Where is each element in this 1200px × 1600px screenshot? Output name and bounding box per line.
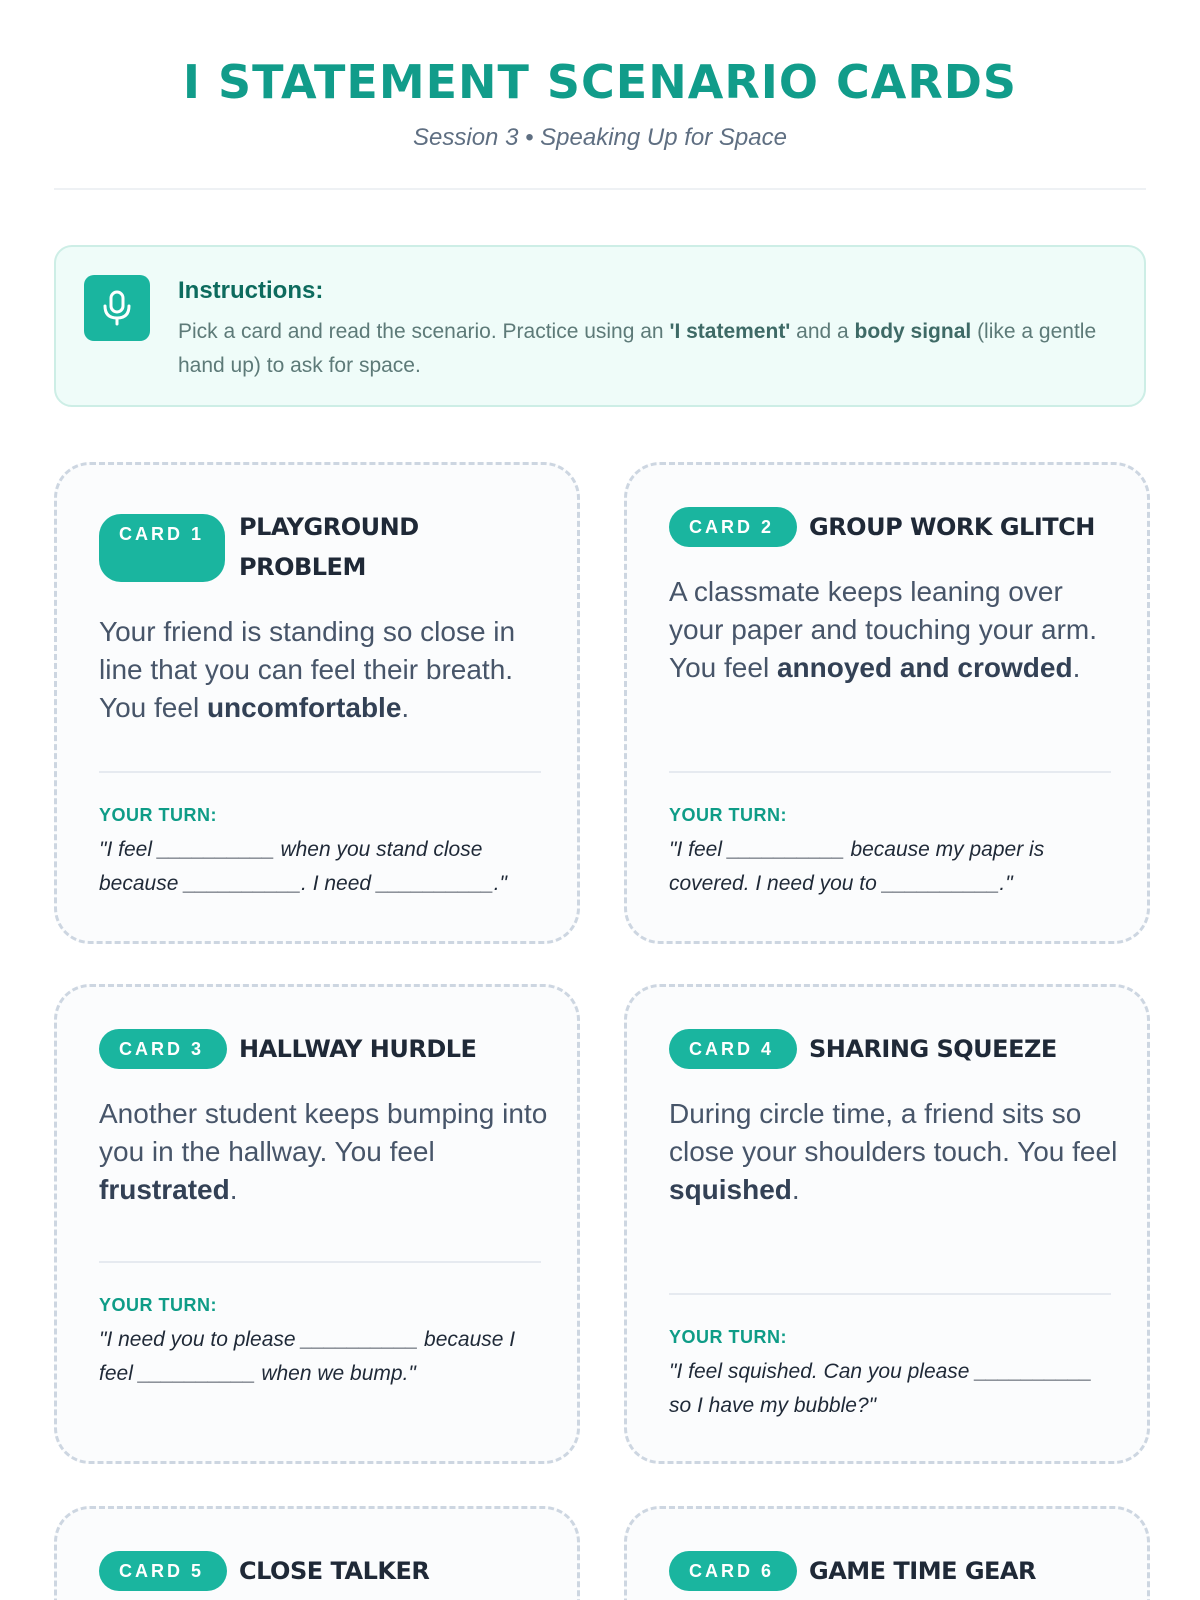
scenario-card: [54, 984, 580, 1464]
card-prompt: "I feel __________ because my paper is covered. I need you to __________.": [669, 838, 1045, 895]
scenario-card: [54, 1506, 580, 1600]
page-title: I STATEMENT SCENARIO CARDS: [182, 55, 1018, 109]
card-prompt: "I feel __________ when you stand close because __________. I need __________.": [99, 838, 507, 895]
card-prompt: "I feel squished. Can you please __________ so I have my bubble?": [669, 1360, 1093, 1417]
your-turn-label: YOUR TURN:: [99, 1295, 217, 1315]
scenario-card: [54, 462, 580, 944]
card-divider: [669, 1293, 1111, 1295]
card-prompt: "I need you to please __________ because I feel __________ when we bump.": [99, 1328, 516, 1385]
instructions-box: [54, 245, 1146, 407]
card-title: GROUP WORK GLITCH: [809, 513, 1095, 541]
card-badge: CARD 2: [669, 507, 797, 547]
your-turn-label: YOUR TURN:: [669, 805, 787, 825]
instructions-label: Instructions:: [178, 277, 324, 304]
card-scenario: Your friend is standing so close in line that you can feel their breath. You feel uncomfortable.: [99, 616, 516, 723]
card-title: PLAYGROUND PROBLEM: [239, 513, 419, 581]
card-scenario: Another student keeps bumping into you in the hallway. You feel frustrated.: [99, 1098, 548, 1205]
page-header: [54, 0, 1146, 190]
card-badge: CARD 4: [669, 1029, 797, 1069]
microphone-icon: [84, 275, 150, 341]
instructions-text: Pick a card and read the scenario. Practice using an 'I statement' and a body signal (like a gentle hand up) to ask for space.: [178, 320, 1097, 377]
your-turn-label: YOUR TURN:: [99, 805, 217, 825]
your-turn-label: YOUR TURN:: [669, 1327, 787, 1347]
card-divider: [99, 771, 541, 773]
scenario-card: [624, 462, 1150, 944]
card-badge: CARD 6: [669, 1551, 797, 1591]
card-title: GAME TIME GEAR: [809, 1557, 1036, 1585]
card-badge: CARD 3: [99, 1029, 227, 1069]
card-scenario: During circle time, a friend sits so close your shoulders touch. You feel squished.: [669, 1098, 1118, 1205]
scenario-card: [624, 1506, 1150, 1600]
card-scenario: A classmate keeps leaning over your paper and touching your arm. You feel annoyed and crowded.: [669, 576, 1098, 683]
card-divider: [669, 771, 1111, 773]
card-title: CLOSE TALKER: [239, 1557, 430, 1585]
card-title: HALLWAY HURDLE: [239, 1035, 477, 1063]
card-title: SHARING SQUEEZE: [809, 1035, 1057, 1063]
card-badge: CARD 1: [99, 514, 225, 582]
card-badge: CARD 5: [99, 1551, 227, 1591]
page-subtitle: Session 3 • Speaking Up for Space: [413, 124, 787, 151]
scenario-card: [624, 984, 1150, 1464]
card-divider: [99, 1261, 541, 1263]
